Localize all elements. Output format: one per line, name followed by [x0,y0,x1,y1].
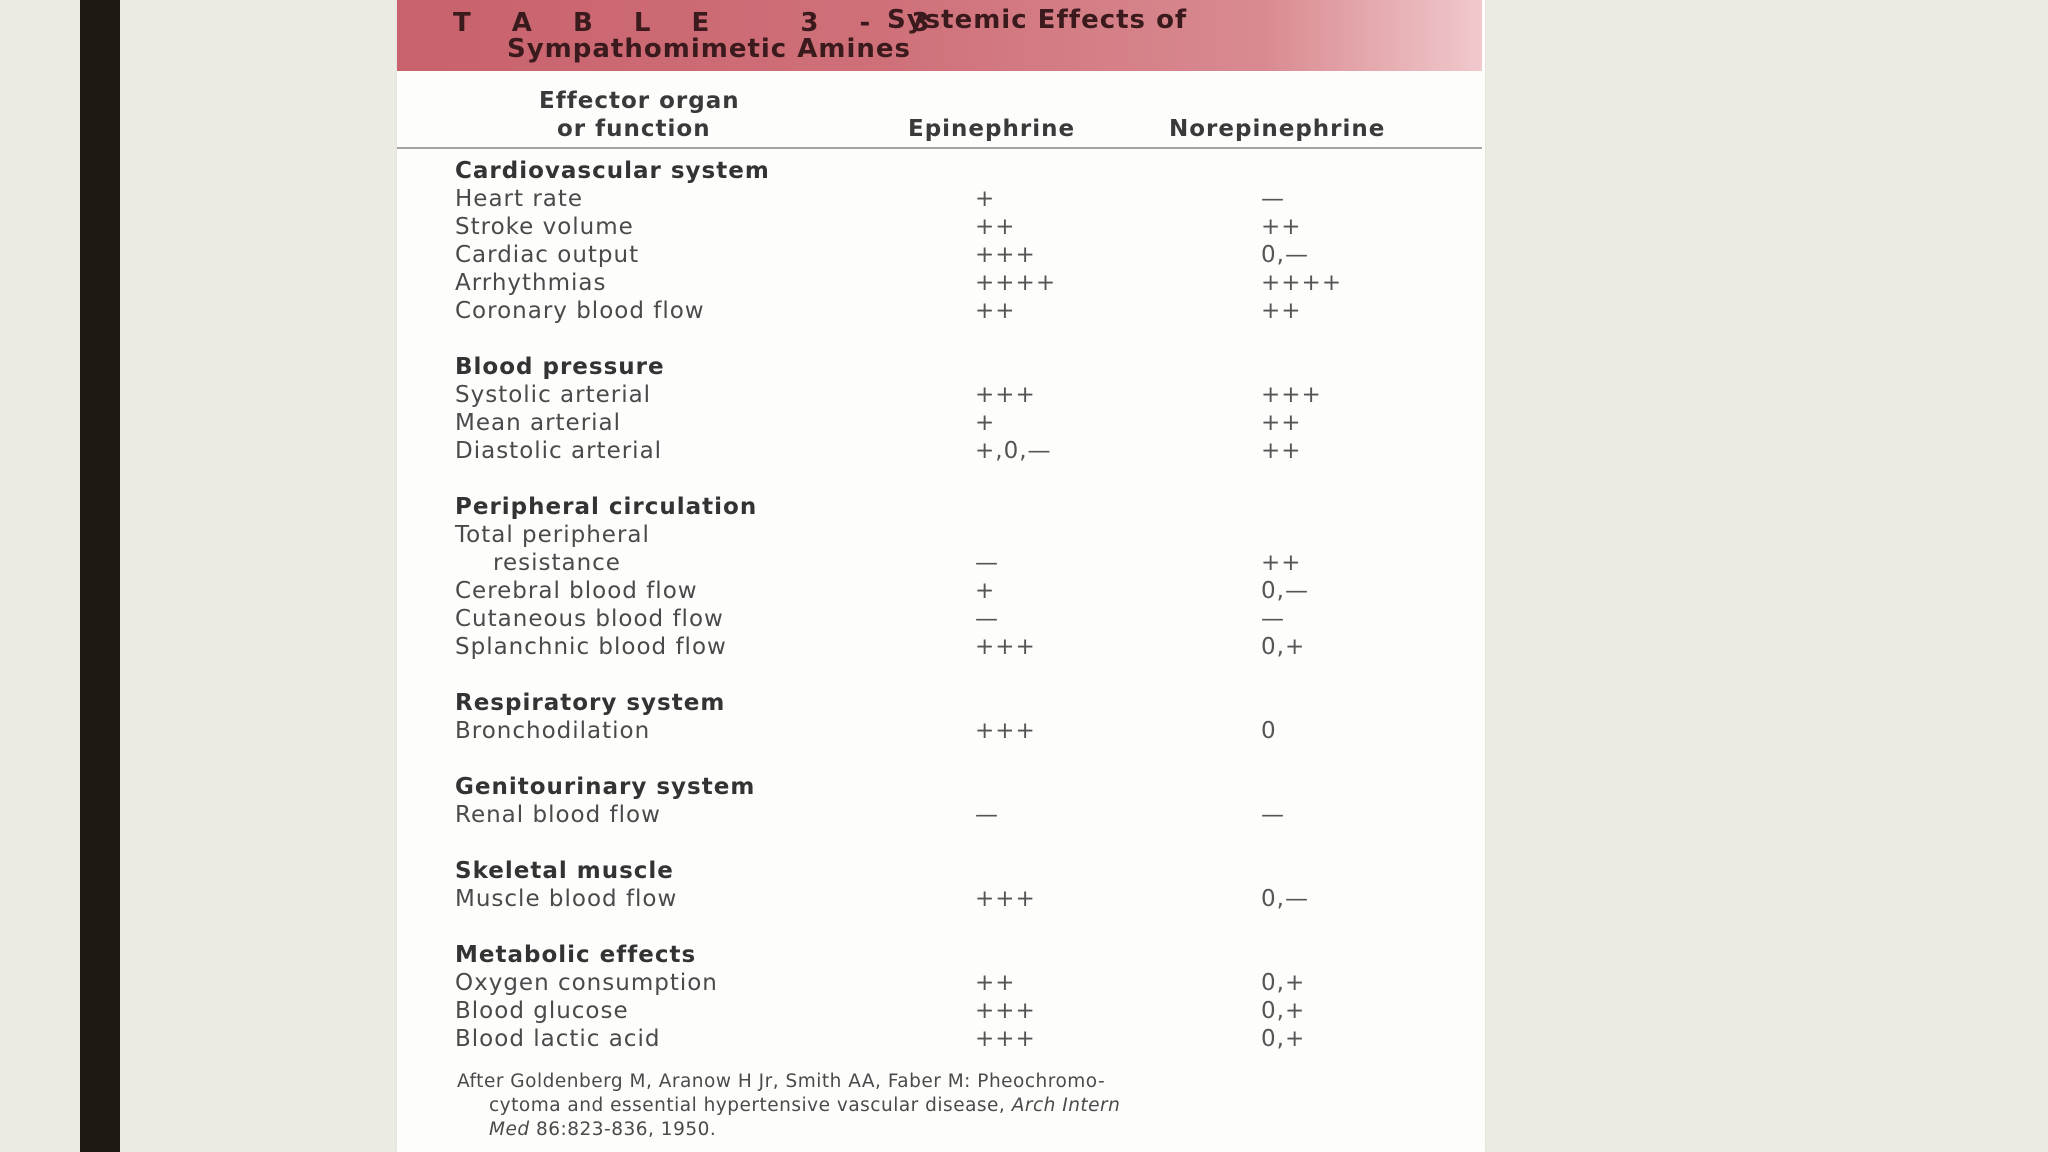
table-row [397,214,1482,242]
column-header-norepinephrine: Norepinephrine [1169,116,1386,142]
section-heading: Peripheral circulation [455,494,758,520]
section-heading: Respiratory system [455,690,726,716]
norepinephrine-effect: ++ [1261,438,1302,464]
table-row [397,410,1482,438]
table-row [397,186,1482,214]
epinephrine-effect: — [975,550,999,576]
row-label: Mean arterial [455,410,622,436]
row-label: Diastolic arterial [455,438,663,464]
epinephrine-effect: +++ [975,382,1036,408]
section-heading: Metabolic effects [455,942,697,968]
epinephrine-effect: +++ [975,998,1036,1024]
footnote-journal-b: Med [489,1119,530,1140]
row-label: Coronary blood flow [455,298,705,324]
row-label: Renal blood flow [455,802,661,828]
row-label: Blood glucose [455,998,629,1024]
norepinephrine-effect: — [1261,802,1285,828]
section-heading: Cardiovascular system [455,158,770,184]
table-row [397,270,1482,298]
footnote-line2-text: cytoma and essential hypertensive vascular disease, [489,1095,1012,1116]
row-label: Stroke volume [455,214,634,240]
table-title-line1: Systemic Effects of [887,5,1188,35]
column-header-organ-line2: or function [557,116,711,142]
table-row [397,970,1482,998]
norepinephrine-effect: ++ [1261,410,1302,436]
norepinephrine-effect: ++ [1261,214,1302,240]
slide-left-bar [80,0,120,1152]
table-row [397,606,1482,634]
table-row [397,998,1482,1026]
table-row [397,242,1482,270]
epinephrine-effect: +++ [975,886,1036,912]
row-label: Heart rate [455,186,584,212]
table-header [397,0,1482,71]
norepinephrine-effect: 0,+ [1261,634,1306,660]
row-label: Muscle blood flow [455,886,678,912]
row-label: Bronchodilation [455,718,651,744]
epinephrine-effect: + [975,410,996,436]
norepinephrine-effect: 0,— [1261,242,1309,268]
table-row [397,298,1482,326]
table-row [397,578,1482,606]
epinephrine-effect: +++ [975,1026,1036,1052]
row-label: Cerebral blood flow [455,578,698,604]
epinephrine-effect: + [975,578,996,604]
table-row [397,886,1482,914]
norepinephrine-effect: 0,+ [1261,970,1306,996]
table-row [397,522,1482,550]
footnote-line2 [457,1094,1457,1118]
row-label: Arrhythmias [455,270,607,296]
table-row [397,382,1482,410]
epinephrine-effect: +++ [975,242,1036,268]
epinephrine-effect: + [975,186,996,212]
table-row [397,550,1482,578]
epinephrine-effect: ++++ [975,270,1057,296]
epinephrine-effect: +++ [975,718,1036,744]
row-label: Blood lactic acid [455,1026,661,1052]
table-footnote [457,1070,1457,1142]
epinephrine-effect: ++ [975,970,1016,996]
row-label: Cardiac output [455,242,640,268]
footnote-line3-text: 86:823-836, 1950. [529,1119,717,1140]
table-row [397,438,1482,466]
norepinephrine-effect: ++ [1261,550,1302,576]
epinephrine-effect: ++ [975,298,1016,324]
row-label: resistance [493,550,621,576]
table-title-line2: Sympathomimetic Amines [507,34,912,64]
section-heading: Genitourinary system [455,774,756,800]
footnote-journal-a: Arch Intern [1011,1095,1121,1116]
norepinephrine-effect: 0,+ [1261,1026,1306,1052]
norepinephrine-effect: ++ [1261,298,1302,324]
epinephrine-effect: +,0,— [975,438,1052,464]
header-divider [397,147,1482,149]
epinephrine-effect: — [975,606,999,632]
epinephrine-effect: — [975,802,999,828]
norepinephrine-effect: ++++ [1261,270,1343,296]
table-row [397,634,1482,662]
section-heading: Skeletal muscle [455,858,674,884]
norepinephrine-effect: 0,+ [1261,998,1306,1024]
norepinephrine-effect: 0 [1261,718,1277,744]
norepinephrine-effect: — [1261,606,1285,632]
epinephrine-effect: ++ [975,214,1016,240]
norepinephrine-effect: 0,— [1261,886,1309,912]
row-label: Oxygen consumption [455,970,718,996]
table-number: T A B L E 3 - 3 [453,8,946,38]
norepinephrine-effect: — [1261,186,1285,212]
norepinephrine-effect: 0,— [1261,578,1309,604]
row-label: Splanchnic blood flow [455,634,727,660]
norepinephrine-effect: +++ [1261,382,1322,408]
section-heading: Blood pressure [455,354,665,380]
column-header-organ-line1: Effector organ [539,88,740,114]
row-label: Cutaneous blood flow [455,606,724,632]
table-image [397,0,1485,1152]
table-row [397,802,1482,830]
epinephrine-effect: +++ [975,634,1036,660]
footnote-line3 [457,1118,1457,1142]
row-label: Systolic arterial [455,382,652,408]
footnote-line1: After Goldenberg M, Aranow H Jr, Smith AA, Faber M: Pheochromo- [457,1071,1106,1092]
row-label: Total peripheral [455,522,650,548]
column-header-epinephrine: Epinephrine [908,116,1076,142]
table-row [397,718,1482,746]
table-row [397,1026,1482,1054]
